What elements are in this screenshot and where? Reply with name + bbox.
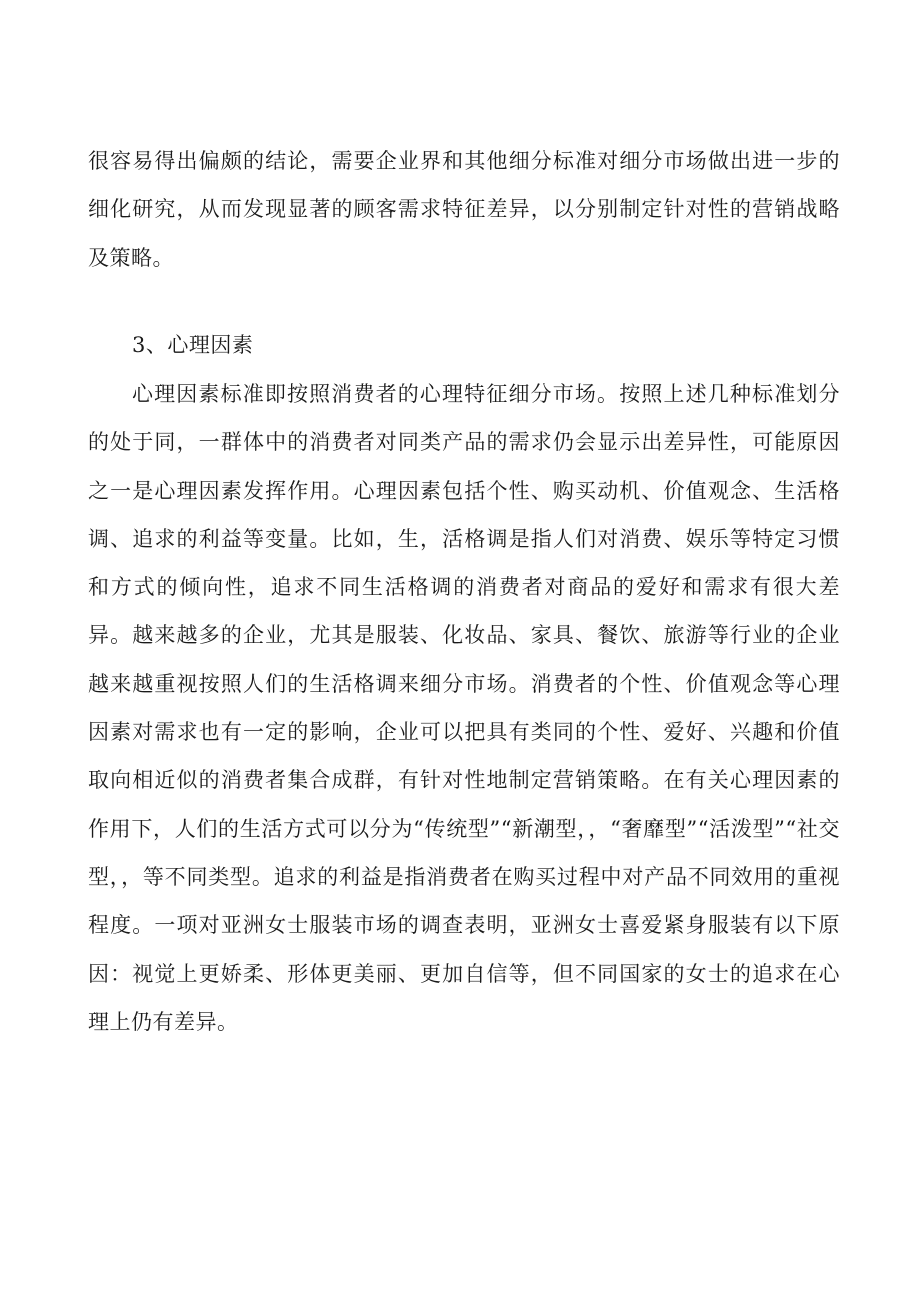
- section-heading: [88, 321, 840, 369]
- paragraph-body: [88, 370, 840, 1046]
- paragraph-text: 心理因素标准即按照消费者的心理特征细分市场。按照上述几种标准划分的处于同，一群体中的消费者对同类产品的需求仍会显示出差异性，可能原因之一是心理因素发挥作用。心理因素包括个性、购买动机、价值观念、生活格调、追求的利益等变量。比如，生，活格调是指人们对消费、娱乐等特定习惯和方式的倾向性，追求不同生活格调的消费者对商品的爱好和需求有很大差异。越来越多的企业，尤其是服装、化妆品、家具、餐饮、旅游等行业的企业越来越重视按照人们的生活格调来细分市场。消费者的个性、价值观念等心理因素对需求也有一定的影响，企业可以把具有类同的个性、爱好、兴趣和价值取向相近似的消费者集合成群，有针对性地制定营销策略。在有关心理因素的作用下，人们的生活方式可以分为“传统型”“新潮型，，“奢靡型”“活泼型”“社交型，，等不同类型。追求的利益是指消费者在购买过程中对产品不同效用的重视程度。一项对亚洲女士服装市场的调查表明，亚洲女士喜爱紧身服装有以下原因：视觉上更娇柔、形体更美丽、更加自信等，但不同国家的女士的追求在心理上仍有差异。: [88, 382, 840, 1034]
- paragraph-text: 很容易得出偏颇的结论，需要企业界和其他细分标准对细分市场做出进一步的细化研究，从而发现显著的顾客需求特征差异，以分别制定针对性的营销战略及策略。: [88, 149, 840, 270]
- paragraph-continuation: [88, 137, 840, 282]
- section-heading-text: 3、心理因素: [132, 333, 254, 357]
